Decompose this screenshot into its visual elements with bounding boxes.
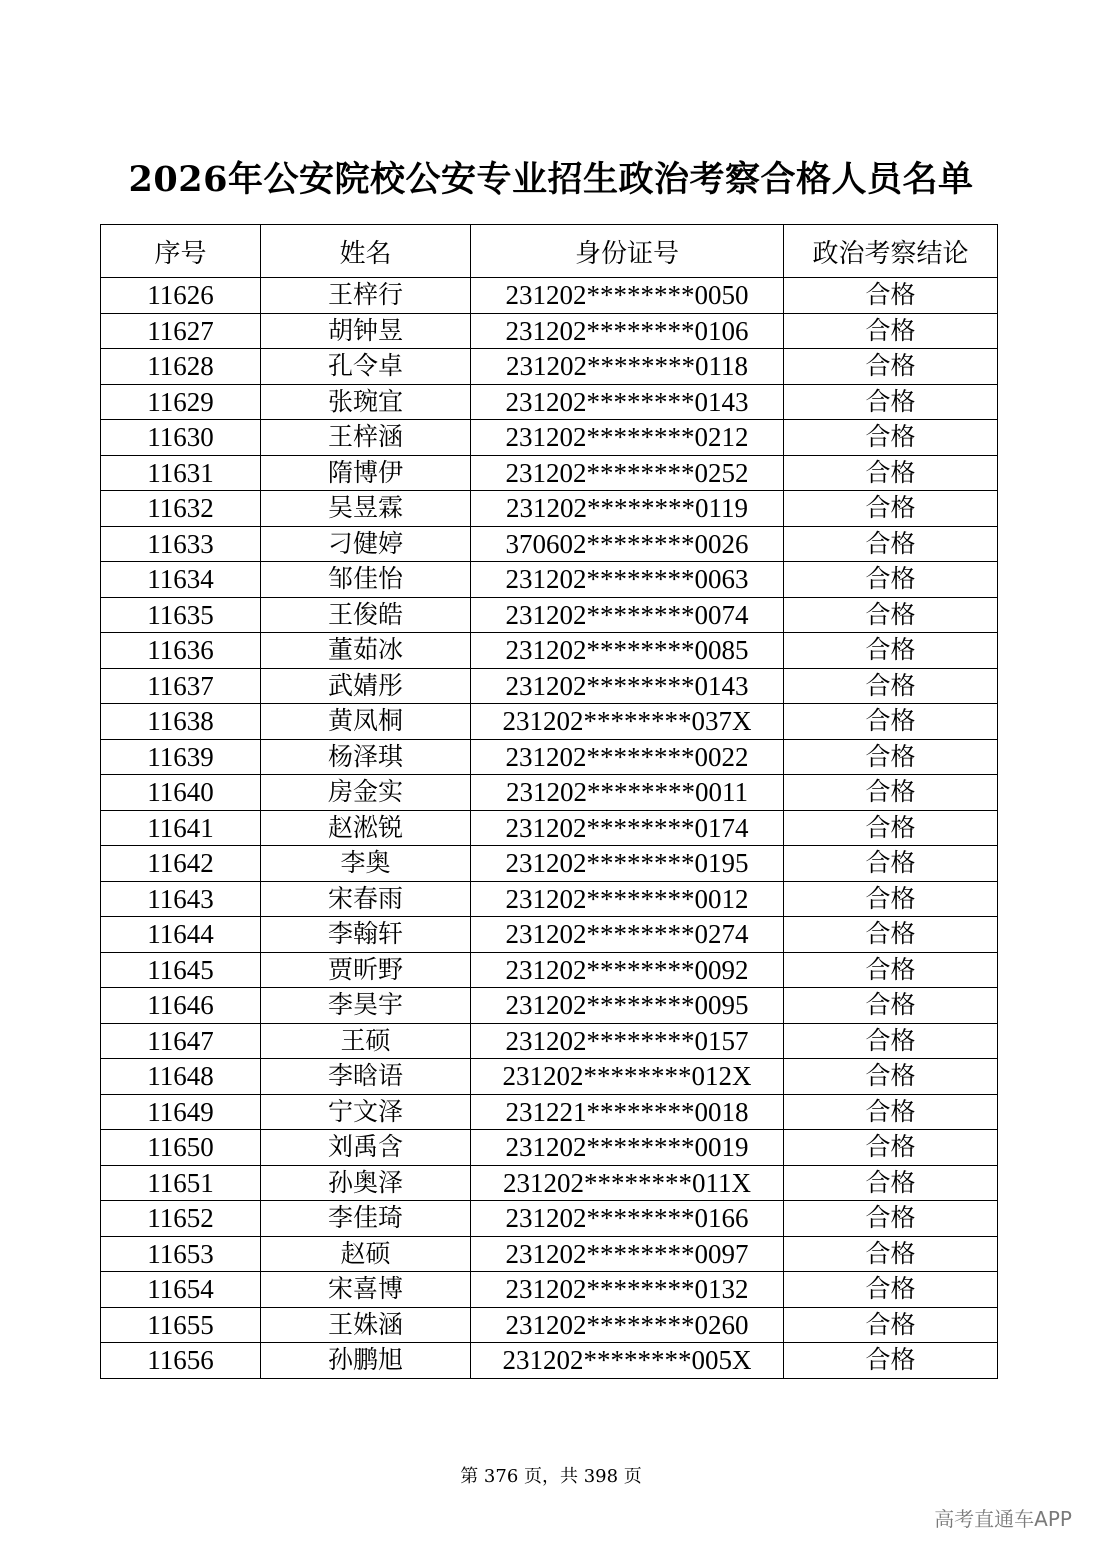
cell-result: 合格 — [784, 491, 998, 527]
header-seq: 序号 — [101, 225, 261, 278]
table-row — [101, 846, 998, 882]
cell-name: 孔令卓 — [261, 349, 471, 385]
cell-id-number: 231202********0260 — [471, 1307, 784, 1343]
cell-seq: 11642 — [101, 846, 261, 882]
table-row — [101, 349, 998, 385]
table-row — [101, 597, 998, 633]
cell-seq: 11646 — [101, 988, 261, 1024]
cell-id-number: 370602********0026 — [471, 526, 784, 562]
cell-seq: 11640 — [101, 775, 261, 811]
cell-id-number: 231202********0195 — [471, 846, 784, 882]
cell-name: 李晗语 — [261, 1059, 471, 1095]
table-row — [101, 810, 998, 846]
cell-result: 合格 — [784, 526, 998, 562]
cell-result: 合格 — [784, 1307, 998, 1343]
cell-result: 合格 — [784, 1023, 998, 1059]
cell-seq: 11633 — [101, 526, 261, 562]
cell-name: 吴昱霖 — [261, 491, 471, 527]
cell-result: 合格 — [784, 562, 998, 598]
document-title: 2026年公安院校公安专业招生政治考察合格人员名单 — [128, 159, 974, 200]
cell-seq: 11626 — [101, 278, 261, 314]
table-row — [101, 1059, 998, 1095]
cell-result: 合格 — [784, 384, 998, 420]
cell-name: 李翰轩 — [261, 917, 471, 953]
table-row — [101, 1094, 998, 1130]
table-row — [101, 739, 998, 775]
table-row — [101, 455, 998, 491]
table-row — [101, 1201, 998, 1237]
cell-result: 合格 — [784, 988, 998, 1024]
cell-seq: 11634 — [101, 562, 261, 598]
cell-id-number: 231202********0085 — [471, 633, 784, 669]
cell-name: 黄凤桐 — [261, 704, 471, 740]
table-row — [101, 668, 998, 704]
cell-id-number: 231202********012X — [471, 1059, 784, 1095]
table-row — [101, 633, 998, 669]
cell-name: 胡钟昱 — [261, 313, 471, 349]
table-header — [101, 225, 998, 278]
cell-seq: 11654 — [101, 1272, 261, 1308]
cell-result: 合格 — [784, 1236, 998, 1272]
cell-result: 合格 — [784, 1201, 998, 1237]
cell-name: 房金实 — [261, 775, 471, 811]
table-body — [101, 278, 998, 1379]
table-row — [101, 526, 998, 562]
cell-id-number: 231202********0063 — [471, 562, 784, 598]
cell-result: 合格 — [784, 278, 998, 314]
cell-name: 宋春雨 — [261, 881, 471, 917]
cell-name: 王梓行 — [261, 278, 471, 314]
cell-name: 李昊宇 — [261, 988, 471, 1024]
table-header-row — [101, 225, 998, 278]
cell-seq: 11635 — [101, 597, 261, 633]
cell-seq: 11638 — [101, 704, 261, 740]
cell-seq: 11653 — [101, 1236, 261, 1272]
table-row — [101, 952, 998, 988]
cell-name: 王姝涵 — [261, 1307, 471, 1343]
cell-seq: 11650 — [101, 1130, 261, 1166]
table-row — [101, 384, 998, 420]
table-row — [101, 1272, 998, 1308]
page-number: 第 376 页，共 398 页 — [460, 1466, 642, 1487]
cell-id-number: 231202********0106 — [471, 313, 784, 349]
cell-name: 赵硕 — [261, 1236, 471, 1272]
cell-id-number: 231202********037X — [471, 704, 784, 740]
table-row — [101, 1236, 998, 1272]
cell-result: 合格 — [784, 1343, 998, 1379]
header-id-number: 身份证号 — [471, 225, 784, 278]
cell-name: 刘禹含 — [261, 1130, 471, 1166]
table-row — [101, 881, 998, 917]
cell-seq: 11655 — [101, 1307, 261, 1343]
cell-seq: 11628 — [101, 349, 261, 385]
cell-id-number: 231202********0212 — [471, 420, 784, 456]
cell-seq: 11651 — [101, 1165, 261, 1201]
cell-name: 宋喜博 — [261, 1272, 471, 1308]
cell-id-number: 231202********0050 — [471, 278, 784, 314]
table-row — [101, 988, 998, 1024]
cell-seq: 11645 — [101, 952, 261, 988]
cell-result: 合格 — [784, 881, 998, 917]
table-row — [101, 420, 998, 456]
cell-id-number: 231202********0174 — [471, 810, 784, 846]
cell-id-number: 231221********0018 — [471, 1094, 784, 1130]
cell-seq: 11649 — [101, 1094, 261, 1130]
cell-result: 合格 — [784, 704, 998, 740]
table-row — [101, 1130, 998, 1166]
cell-result: 合格 — [784, 633, 998, 669]
table-row — [101, 704, 998, 740]
cell-name: 张琬宜 — [261, 384, 471, 420]
table-row — [101, 1165, 998, 1201]
cell-id-number: 231202********0143 — [471, 384, 784, 420]
header-name: 姓名 — [261, 225, 471, 278]
cell-name: 董茹冰 — [261, 633, 471, 669]
cell-result: 合格 — [784, 952, 998, 988]
cell-name: 李奥 — [261, 846, 471, 882]
cell-name: 王硕 — [261, 1023, 471, 1059]
cell-seq: 11627 — [101, 313, 261, 349]
cell-name: 王俊皓 — [261, 597, 471, 633]
table-row — [101, 1343, 998, 1379]
cell-name: 武婧彤 — [261, 668, 471, 704]
cell-id-number: 231202********0095 — [471, 988, 784, 1024]
cell-name: 宁文泽 — [261, 1094, 471, 1130]
cell-result: 合格 — [784, 1165, 998, 1201]
table-row — [101, 313, 998, 349]
cell-name: 贾昕野 — [261, 952, 471, 988]
cell-name: 赵淞锐 — [261, 810, 471, 846]
table-row — [101, 1023, 998, 1059]
table-row — [101, 278, 998, 314]
cell-seq: 11631 — [101, 455, 261, 491]
cell-result: 合格 — [784, 1130, 998, 1166]
cell-id-number: 231202********0074 — [471, 597, 784, 633]
cell-result: 合格 — [784, 846, 998, 882]
cell-id-number: 231202********0011 — [471, 775, 784, 811]
watermark-text: 高考直通车APP — [934, 1507, 1072, 1531]
cell-id-number: 231202********0166 — [471, 1201, 784, 1237]
cell-id-number: 231202********0012 — [471, 881, 784, 917]
cell-seq: 11656 — [101, 1343, 261, 1379]
cell-result: 合格 — [784, 1059, 998, 1095]
cell-name: 杨泽琪 — [261, 739, 471, 775]
cell-id-number: 231202********0022 — [471, 739, 784, 775]
cell-id-number: 231202********0092 — [471, 952, 784, 988]
cell-seq: 11636 — [101, 633, 261, 669]
qualified-list-table — [100, 224, 998, 1379]
cell-result: 合格 — [784, 313, 998, 349]
header-result: 政治考察结论 — [784, 225, 998, 278]
table-row — [101, 775, 998, 811]
table-row — [101, 917, 998, 953]
cell-result: 合格 — [784, 810, 998, 846]
cell-id-number: 231202********0132 — [471, 1272, 784, 1308]
cell-name: 王梓涵 — [261, 420, 471, 456]
cell-name: 隋博伊 — [261, 455, 471, 491]
cell-id-number: 231202********0118 — [471, 349, 784, 385]
cell-seq: 11632 — [101, 491, 261, 527]
cell-name: 孙鹏旭 — [261, 1343, 471, 1379]
cell-id-number: 231202********0274 — [471, 917, 784, 953]
table-row — [101, 491, 998, 527]
table-row — [101, 562, 998, 598]
cell-id-number: 231202********0019 — [471, 1130, 784, 1166]
cell-result: 合格 — [784, 420, 998, 456]
cell-name: 邹佳怡 — [261, 562, 471, 598]
cell-result: 合格 — [784, 917, 998, 953]
cell-result: 合格 — [784, 775, 998, 811]
cell-result: 合格 — [784, 1272, 998, 1308]
table-row — [101, 1307, 998, 1343]
cell-seq: 11630 — [101, 420, 261, 456]
cell-result: 合格 — [784, 597, 998, 633]
cell-seq: 11652 — [101, 1201, 261, 1237]
cell-seq: 11643 — [101, 881, 261, 917]
cell-name: 孙奥泽 — [261, 1165, 471, 1201]
cell-id-number: 231202********005X — [471, 1343, 784, 1379]
cell-seq: 11641 — [101, 810, 261, 846]
cell-name: 刁健婷 — [261, 526, 471, 562]
cell-id-number: 231202********011X — [471, 1165, 784, 1201]
cell-id-number: 231202********0119 — [471, 491, 784, 527]
cell-seq: 11639 — [101, 739, 261, 775]
cell-name: 李佳琦 — [261, 1201, 471, 1237]
cell-result: 合格 — [784, 668, 998, 704]
cell-id-number: 231202********0097 — [471, 1236, 784, 1272]
cell-result: 合格 — [784, 1094, 998, 1130]
cell-seq: 11637 — [101, 668, 261, 704]
cell-seq: 11647 — [101, 1023, 261, 1059]
cell-result: 合格 — [784, 349, 998, 385]
cell-id-number: 231202********0143 — [471, 668, 784, 704]
cell-seq: 11644 — [101, 917, 261, 953]
cell-seq: 11648 — [101, 1059, 261, 1095]
cell-seq: 11629 — [101, 384, 261, 420]
cell-id-number: 231202********0252 — [471, 455, 784, 491]
cell-result: 合格 — [784, 739, 998, 775]
cell-result: 合格 — [784, 455, 998, 491]
cell-id-number: 231202********0157 — [471, 1023, 784, 1059]
